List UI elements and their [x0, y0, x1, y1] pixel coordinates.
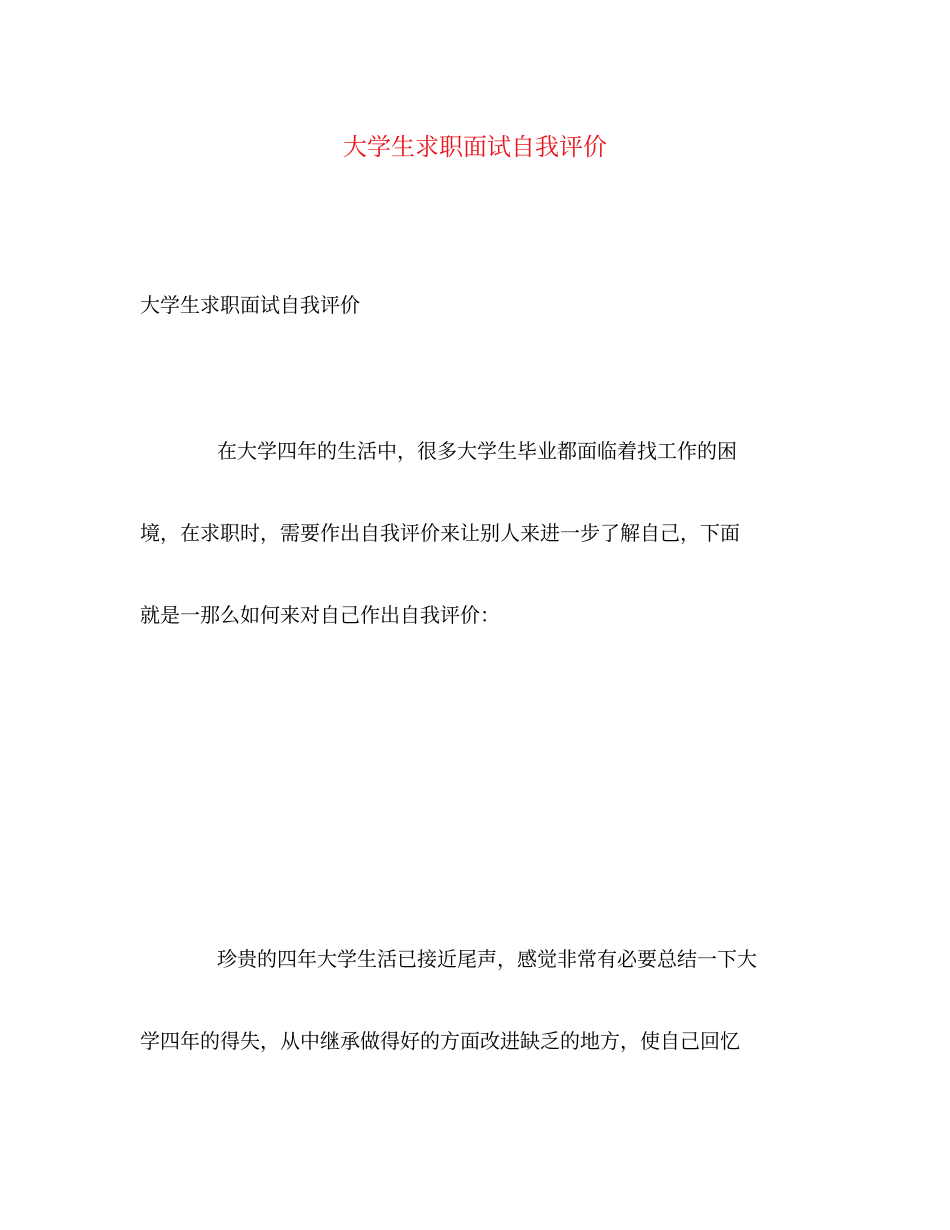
paragraph-summary: [140, 944, 810, 1108]
paragraph-line: 学四年的得失，从中继承做得好的方面改进缺乏的地方，使自己回忆: [140, 1029, 740, 1053]
paragraph-line: 境，在求职时，需要作出自我评价来让别人来进一步了解自己，下面: [140, 521, 740, 545]
paragraph-line: 在大学四年的生活中，很多大学生毕业都面临着找工作的困: [217, 439, 737, 463]
paragraph-line: 珍贵的四年大学生活已接近尾声，感觉非常有必要总结一下大: [217, 947, 757, 971]
document-subtitle: 大学生求职面试自我评价: [140, 293, 360, 317]
paragraph-intro: [140, 436, 810, 682]
paragraph-line: 就是一那么如何来对自己作出自我评价：: [140, 603, 500, 627]
document-title: 大学生求职面试自我评价: [343, 133, 607, 161]
